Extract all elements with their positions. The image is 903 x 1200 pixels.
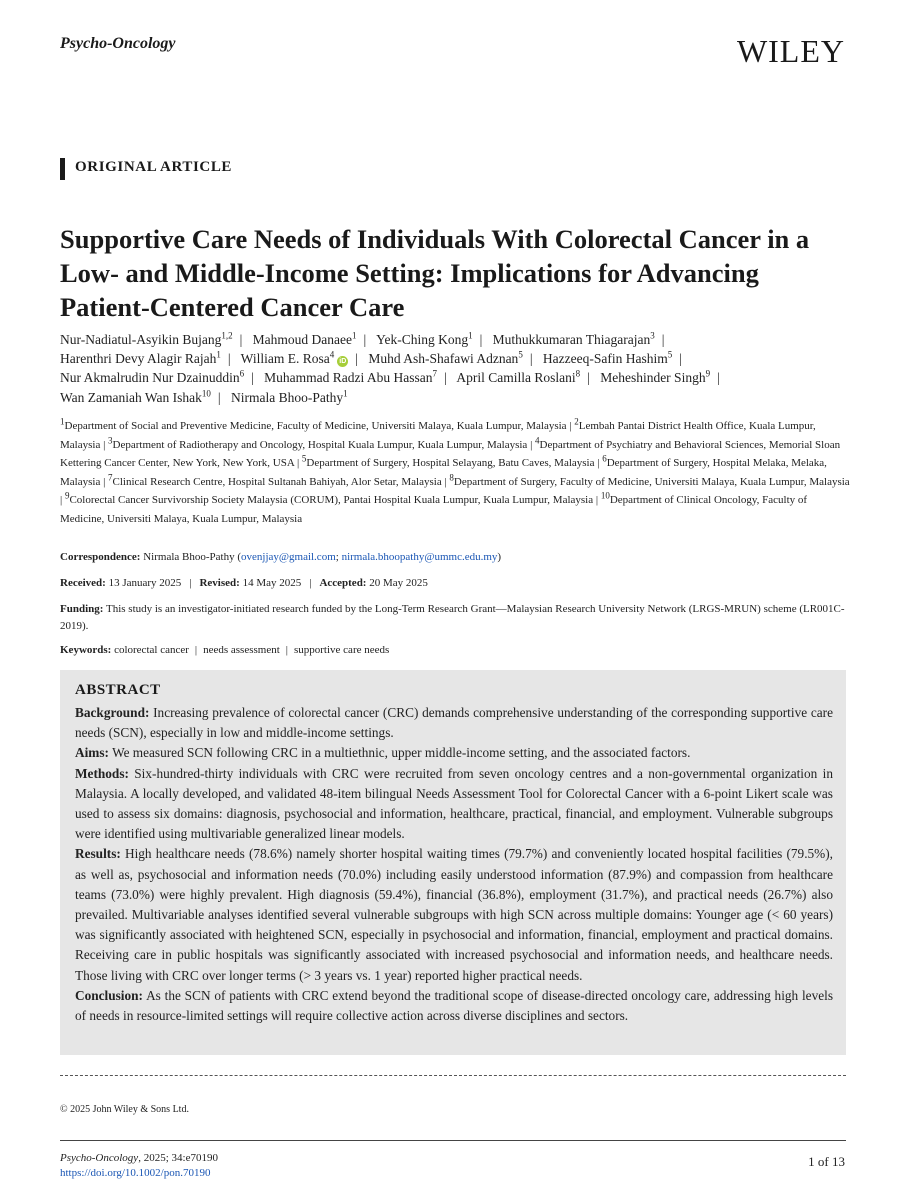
- page-number: 1 of 13: [808, 1154, 845, 1169]
- author[interactable]: Meheshinder Singh$^9$: [600, 368, 711, 386]
- author[interactable]: Nur Akmalrudin Nur Dzainuddin$^6$: [60, 368, 245, 386]
- author[interactable]: Muhd Ash-Shafawi Adznan$^5$: [368, 349, 523, 367]
- abstract-heading: ABSTRACT: [75, 682, 161, 698]
- copyright: © 2025 John Wiley & Sons Ltd.: [60, 1104, 189, 1115]
- correspondence: Correspondence: Nirmala Bhoo-Pathy (ovenjjay@gmail.com; nirmala.bhoopathy@ummc.edu.my): [60, 551, 502, 563]
- email-link[interactable]: ovenjjay@gmail.com: [241, 551, 336, 563]
- footer-divider: [60, 1140, 846, 1141]
- author[interactable]: Harenthri Devy Alagir Rajah$^1$: [60, 349, 221, 367]
- author[interactable]: April Camilla Roslani$^8$: [456, 368, 581, 386]
- footer-citation: Psycho-Oncology, 2025; 34:e70190: [60, 1152, 218, 1164]
- article-dates: Received: 13 January 2025 | Revised: 14 May 2025 | Accepted: 20 May 2025: [60, 577, 428, 589]
- journal-name: Psycho-Oncology: [60, 35, 176, 52]
- author[interactable]: Nirmala Bhoo-Pathy$^1$: [230, 388, 348, 405]
- abstract-results: Results: High healthcare needs (78.6%) namely shorter hospital waiting times (79.7%) and conveniently located hospital facilities (79.5%), as well as, psychosocial and information needs (70.0%) including easily understood information (87.9%) and compassion from healthcare teams (73.0%) were highly prevalent. High diagnosis (59.4%), financial (36.8%), employment (31.7%), and practical needs (26.7%) also prevailed. Multivariable analyses identified several vulnerable subgroups with high SCN across multiple domains: Younger age (< 60 years) was significantly associated with heightened SCN, especially in psychosocial and information, financial, employment and practical domains. Receiving care in public hospitals was significantly associated with increased psychosocial and information needs, and healthcare needs. Those living with CRC over longer terms (> 3 years vs. 1 year) reported higher practical needs.: [75, 846, 833, 983]
- abstract-conclusion: Conclusion: As the SCN of patients with CRC extend beyond the traditional scope of disease-directed oncology care, addressing high levels of needs in resource-limited settings will require collective action across diverse disciplines and sectors.: [75, 987, 833, 1024]
- publisher-logo: WILEY: [736, 33, 845, 69]
- author[interactable]: Hazzeeq-Safin Hashim$^5$: [542, 349, 673, 367]
- section-marker: [60, 158, 65, 180]
- keywords: Keywords: colorectal cancer | needs assessment | supportive care needs: [60, 644, 390, 656]
- article-type: ORIGINAL ARTICLE: [75, 159, 233, 175]
- author[interactable]: Muthukkumaran Thiagarajan$^3$: [492, 330, 655, 347]
- divider: [60, 1075, 846, 1076]
- author[interactable]: William E. Rosa$^4$iD: [240, 349, 347, 367]
- abstract-aims: Aims: We measured SCN following CRC in a multiethnic, upper middle-income setting, and the associated factors.: [75, 745, 691, 761]
- abstract-methods: Methods: Six-hundred-thirty individuals with CRC were recruited from seven oncology centres and a non-governmental organization in Malaysia. A locally developed, and validated 48-item bilingual Needs Assessment Tool for Colorectal Cancer with a 6-point Likert scale was used to assess six domains: diagnosis, psychosocial and information, healthcare, practical, financial, and employment. Vulnerable subgroups were identified using multivariable generalized linear models.: [75, 765, 833, 842]
- orcid-icon[interactable]: iD: [339, 358, 347, 366]
- author[interactable]: Wan Zamaniah Wan Ishak$^{10}$: [60, 388, 211, 405]
- author[interactable]: Muhammad Radzi Abu Hassan$^7$: [264, 368, 438, 386]
- doi-link[interactable]: https://doi.org/10.1002/pon.70190: [60, 1167, 211, 1179]
- keyword[interactable]: supportive care needs: [293, 644, 390, 656]
- article-title: Supportive Care Needs of Individuals With Colorectal Cancer in a Low- and Middle-Income Setting: Implications for Advancing Patient-Centered Cancer Care: [60, 224, 810, 322]
- keyword[interactable]: needs assessment: [203, 644, 280, 656]
- email-link[interactable]: nirmala.bhoopathy@ummc.edu.my: [341, 551, 498, 563]
- funding: Funding: This study is an investigator-initiated research funded by the Long-Term Research Grant—Malaysian Research University Network (LRGS-MRUN) scheme (LR001C-2019).: [60, 603, 845, 632]
- keyword[interactable]: colorectal cancer: [114, 644, 189, 656]
- author-list: Nur-Nadiatul-Asyikin Bujang$^{1,2}$ | Mahmoud Danaee$^1$ | Yek-Ching Kong$^1$ | Muthukkumaran Thiagarajan$^3$ | Harenthri Devy Alagir Rajah$^1$ | William E. Rosa$^4$iD | Muhd Ash-Shafawi Adznan$^5$ | Hazzeeq-Safin Hashim$^5$ | Nur Akmalrudin Nur Dzainuddin$^6$ | Muhammad Radzi Abu Hassan$^7$ | April Camilla Roslani$^8$ | Meheshinder Singh$^9$ | Wan Zamaniah Wan Ishak$^{10}$ | Nirmala Bhoo-Pathy$^1$: [60, 330, 720, 405]
- author[interactable]: Mahmoud Danaee$^1$: [252, 330, 357, 347]
- abstract-background: Background: Increasing prevalence of colorectal cancer (CRC) demands comprehensive understanding of the corresponding supportive care needs (SCN), especially in low and middle-income settings.: [75, 705, 833, 741]
- author[interactable]: Yek-Ching Kong$^1$: [376, 330, 473, 347]
- author[interactable]: Nur-Nadiatul-Asyikin Bujang$^{1,2}$: [60, 330, 233, 347]
- affiliations: $^1$Department of Social and Preventive Medicine, Faculty of Medicine, Universiti Malaya, Kuala Lumpur, Malaysia | $^2$Lembah Pantai District Health Office, Kuala Lumpur, Malaysia | $^3$Department of Radiotherapy and Oncology, Hospital Kuala Lumpur, Kuala Lumpur, Malaysia | $^4$Department of Psychiatry and Behavioral Sciences, Memorial Sloan Kettering Cancer Center, New York, New York, USA | $^5$Department of Surgery, Hospital Selayang, Batu Caves, Malaysia | $^6$Department of Surgery, Hospital Melaka, Melaka, Malaysia | $^7$Clinical Research Centre, Hospital Sultanah Bahiyah, Alor Setar, Malaysia | $^8$Department of Surgery, Faculty of Medicine, Universiti Malaya, Kuala Lumpur, Malaysia | $^9$Colorectal Cancer Survivorship Society Malaysia (CORUM), Pantai Hospital Kuala Lumpur, Kuala Lumpur, Malaysia | $^{10}$Department of Clinical Oncology, Faculty of Medicine, Universiti Malaya, Kuala Lumpur, Malaysia: [60, 416, 850, 525]
- abstract-body: [75, 703, 833, 1026]
